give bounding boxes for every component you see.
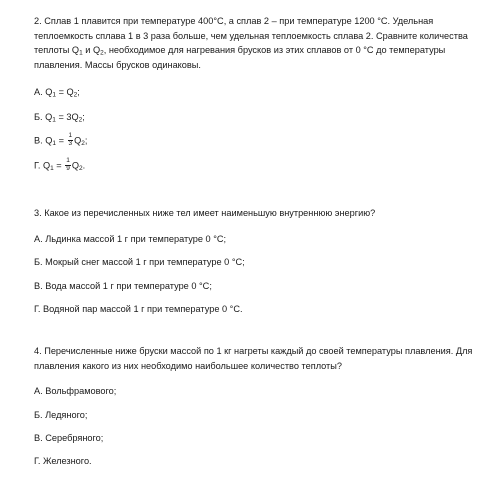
question-4-option-b: Б. Ледяного; (34, 410, 88, 420)
question-2-option-c: В. $Q_1$ = $\frac{1}{3}$ $Q_2$; (34, 132, 88, 147)
question-2 (34, 14, 474, 72)
fraction: $\frac{1}{3}$ (68, 132, 73, 147)
question-3-option-c: В. Вода массой 1 г при температуре 0 °С; (34, 281, 212, 291)
question-2-option-b: Б. $Q_1 = 3Q_2$; (34, 112, 85, 124)
fraction: $\frac{1}{9}$ (66, 157, 70, 172)
question-4-option-c: В. Серебряного; (34, 433, 104, 443)
question-3-option-b: Б. Мокрый снег массой 1 г при температуре 0 °С; (34, 257, 245, 267)
question-3-text: 3. Какое из перечисленных ниже тел имеет наименьшую внутреннюю энергию? (34, 208, 376, 218)
question-2-option-a: А. $Q_1 = Q_2$; (34, 87, 80, 99)
question-2-option-d: Г. $Q_1$ = $\frac{1}{9}$ $Q_2$. (34, 157, 86, 172)
question-4-option-a: А. Вольфрамового; (34, 386, 117, 396)
question-3-option-a: А. Льдинка массой 1 г при температуре 0 °С; (34, 234, 227, 244)
question-4-text: 4. Перечисленные ниже бруски массой по 1 кг нагреты каждый до своей температуры плавления. Для плавления какого из них необходимо наибольшее количество теплоты? (34, 346, 473, 371)
question-4 (34, 344, 474, 373)
question-2-text: 2. Сплав 1 плавится при температуре 400°С, а сплав 2 – при температуре 1200 °С. Удельная теплоемкость сплава 1 в 3 раза больше, чем удельная теплоемкость сплава 2. Сравните количества теплоты $Q_1$ и $Q_2$, необходимое для нагревания брусков из этих сплавов от 0 °С до температуры плавления. Массы брусков одинаковы. (34, 16, 468, 70)
question-3-option-d: Г. Водяной пар массой 1 г при температуре 0 °С. (34, 304, 243, 314)
question-3 (34, 206, 474, 221)
question-4-option-d: Г. Железного. (34, 456, 92, 466)
